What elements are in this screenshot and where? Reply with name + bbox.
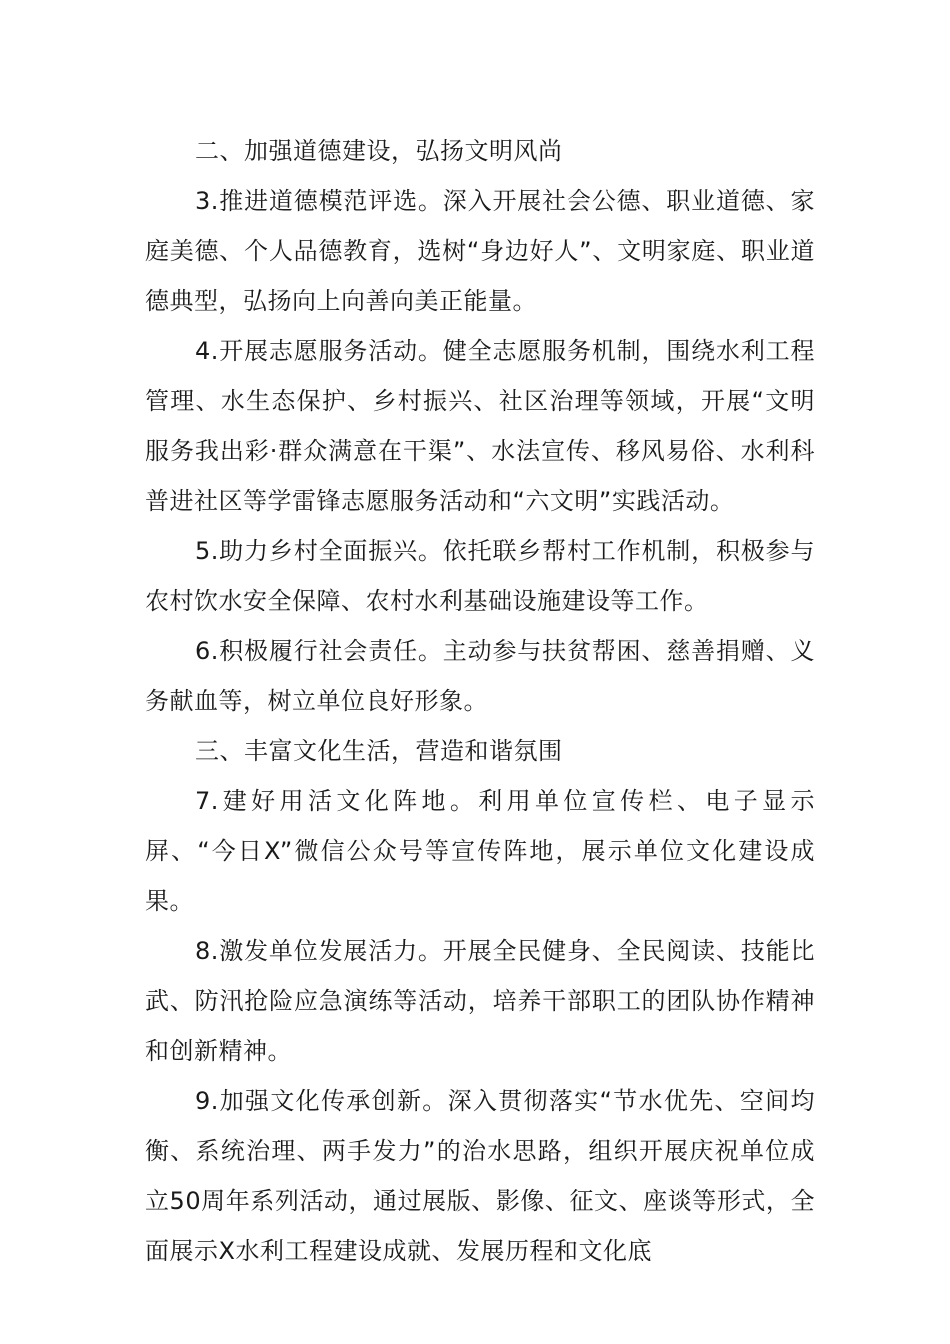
paragraph-item-9: 9.加强文化传承创新。深入贯彻落实“节水优先、空间均衡、系统治理、两手发力”的治水思路，组织开展庆祝单位成立50周年系列活动，通过展版、影像、征文、座谈等形式，全面展示X水利工程建设成就、发展历程和文化底: [145, 1087, 815, 1265]
paragraph-item-4: 4.开展志愿服务活动。健全志愿服务机制，围绕水利工程管理、水生态保护、乡村振兴、社区治理等领域，开展“文明服务我出彩·群众满意在干渠”、水法宣传、移风易俗、水利科普进社区等学雷锋志愿服务活动和“六文明”实践活动。: [145, 337, 815, 515]
paragraph-item-6: 6.积极履行社会责任。主动参与扶贫帮困、慈善捐赠、义务献血等，树立单位良好形象。: [145, 637, 815, 715]
paragraph-item-3: 3.推进道德模范评选。深入开展社会公德、职业道德、家庭美德、个人品德教育，选树“身边好人”、文明家庭、职业道德典型，弘扬向上向善向美正能量。: [145, 187, 815, 315]
document-body: [145, 126, 815, 1276]
paragraph-item-5: 5.助力乡村全面振兴。依托联乡帮村工作机制，积极参与农村饮水安全保障、农村水利基础设施建设等工作。: [145, 537, 815, 615]
paragraph-item-8: 8.激发单位发展活力。开展全民健身、全民阅读、技能比武、防汛抢险应急演练等活动，培养干部职工的团队协作精神和创新精神。: [145, 937, 815, 1065]
section-heading-2: 二、加强道德建设，弘扬文明风尚: [195, 137, 563, 165]
paragraph-item-7: 7.建好用活文化阵地。利用单位宣传栏、电子显示屏、“今日X”微信公众号等宣传阵地，展示单位文化建设成果。: [145, 787, 815, 915]
section-heading-3: 三、丰富文化生活，营造和谐氛围: [195, 737, 563, 765]
